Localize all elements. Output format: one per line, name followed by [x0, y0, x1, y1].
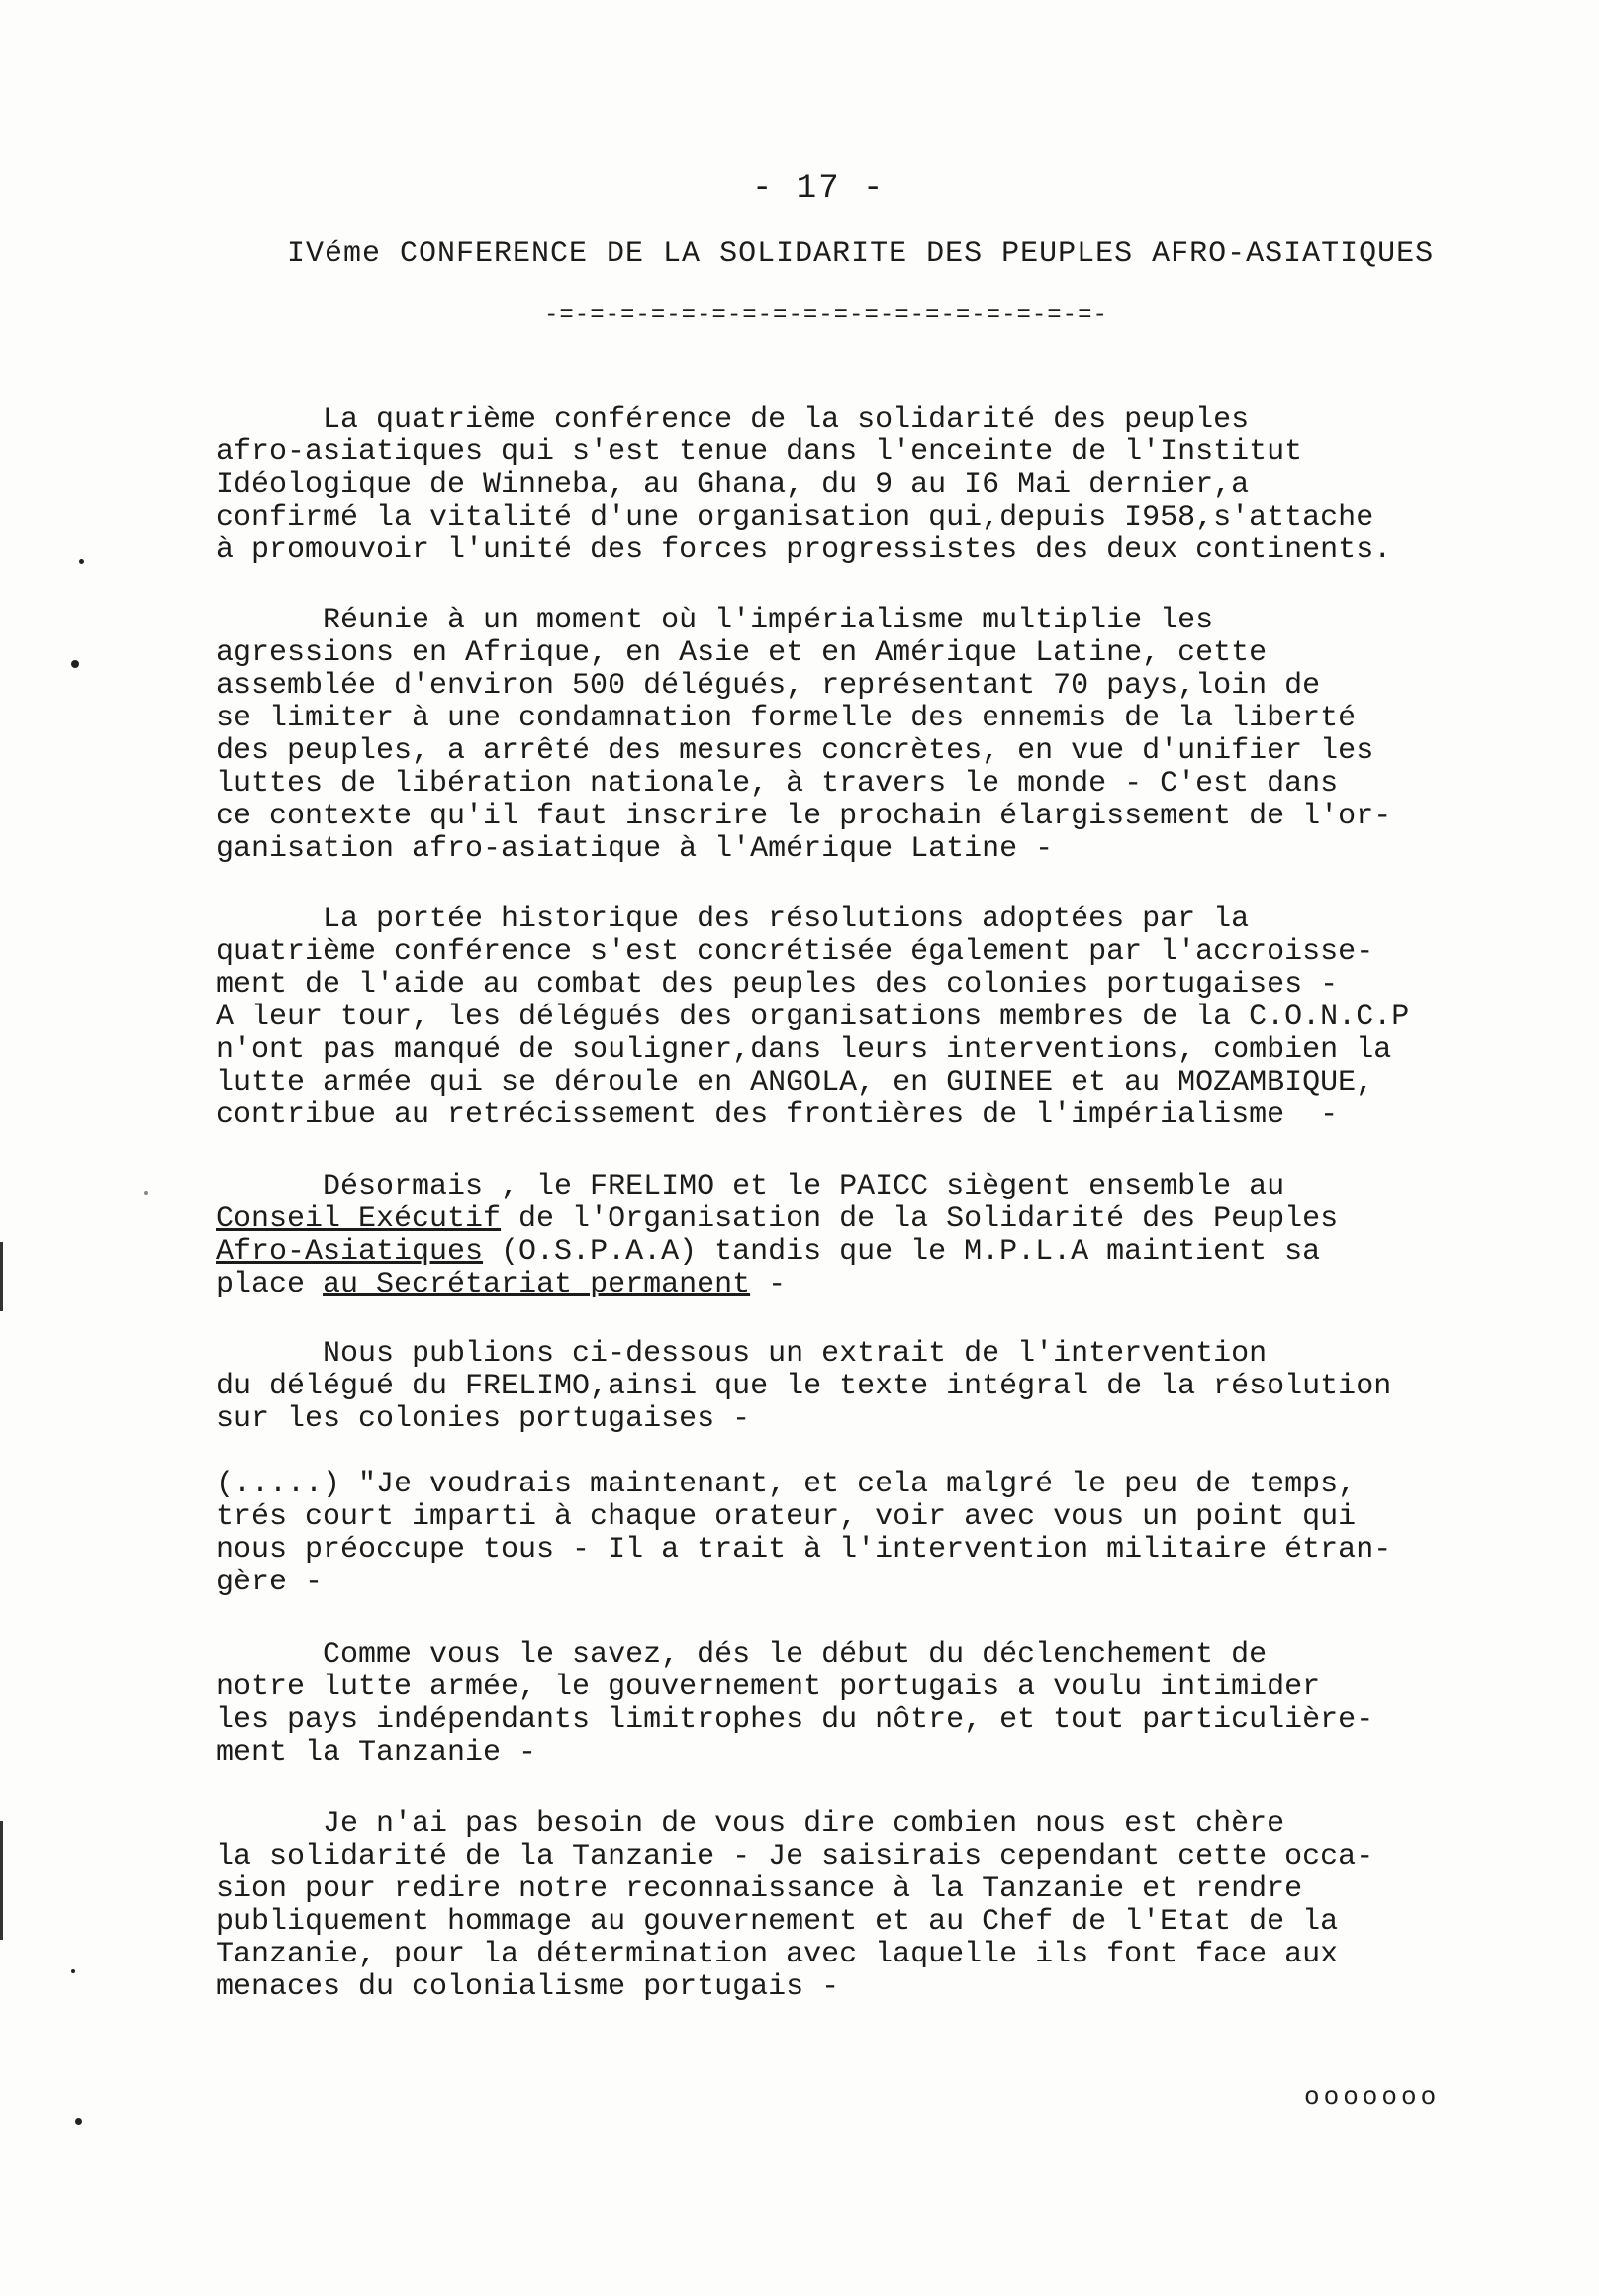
- paragraph-4-end: -: [750, 1268, 787, 1301]
- scan-speck: [144, 1191, 148, 1195]
- scan-edge-mark: [0, 1242, 3, 1311]
- scan-speck: [71, 1969, 75, 1973]
- paragraph-4-text-3: place: [216, 1268, 324, 1301]
- conseil-executif-text: Conseil Exécutif: [216, 1202, 502, 1236]
- paragraph-1: La quatrième conférence de la solidarité des peuples afro-asiatiques qui s'est tenue dans l'enceinte de l'Institut Idéologique de Winneba, au Ghana, du 9 au I6 Mai dernier,a confirmé la vitalité d'une organisation qui,depuis I958,s'attache à promouvoir l'unité des forces progressistes des deux continents.: [216, 403, 1392, 567]
- paragraph-4-intro: Désormais , le FRELIMO et le PAICC siègent ensemble au: [216, 1170, 1285, 1203]
- scan-speck: [75, 2118, 82, 2125]
- page-number: - 17 -: [752, 170, 886, 208]
- paragraph-8: Je n'ai pas besoin de vous dire combien nous est chère la solidarité de la Tanzanie - Je saisirais cependant cette occa- sion pour redire notre reconnaissance à la Tanzanie et rendre publiquement hommage au gouvernement et au Chef de l'Etat de la Tanzanie, pour la détermination avec laquelle ils font face aux menaces du colonialisme portugais -: [216, 1807, 1374, 2004]
- paragraph-4: [216, 1171, 1338, 1301]
- paragraph-5: Nous publions ci-dessous un extrait de l'intervention du délégué du FRELIMO,ainsi que le texte intégral de la résolution sur les colonies portugaises -: [216, 1337, 1392, 1436]
- title-divider: -=-=-=-=-=-=-=-=-=-=-=-=-=-=-=-=-=-=-: [544, 302, 1108, 329]
- paragraph-4-text-2: (O.S.P.A.A) tandis que le M.P.L.A maintient sa: [483, 1235, 1321, 1269]
- afro-asiatiques-text: Afro-Asiatiques: [216, 1235, 484, 1269]
- document-title: IVéme CONFERENCE DE LA SOLIDARITE DES PEUPLES AFRO-ASIATIQUES: [287, 238, 1435, 271]
- paragraph-3: La portée historique des résolutions adoptées par la quatrième conférence s'est concrétisée également par l'accroisse- ment de l'aide au combat des peuples des colonies portugaises - A leur tour, les délégués des organisations membres de la C.O.N.C.P n'ont pas manqué de souligner,dans leurs interventions, combien la lutte armée qui se déroule en ANGOLA, en GUINEE et au MOZAMBIQUE, contribue au retrécissement des frontières de l'impérialisme -: [216, 903, 1410, 1132]
- scan-edge-mark: [0, 1821, 3, 1940]
- scan-speck: [79, 559, 84, 564]
- scan-speck: [71, 660, 79, 668]
- paragraph-7: Comme vous le savez, dés le début du déclenchement de notre lutte armée, le gouvernement portugais a voulu intimider les pays indépendants limitrophes du nôtre, et tout particulière- ment la Tanzanie -: [216, 1638, 1374, 1770]
- paragraph-2: Réunie à un moment où l'impérialisme multiplie les agressions en Afrique, en Asie et en Amérique Latine, cette assemblée d'environ 500 délégués, représentant 70 pays,loin de se limiter à une condamnation formelle des ennemis de la liberté des peuples, a arrêté des mesures concrètes, en vue d'unifier les luttes de libération nationale, à travers le monde - C'est dans ce contexte qu'il faut inscrire le prochain élargissement de l'or- ganisation afro-asiatique à l'Amérique Latine -: [216, 604, 1392, 866]
- paragraph-4-text-1: de l'Organisation de la Solidarité des Peuples: [501, 1202, 1339, 1236]
- secretariat-permanent-text: au Secrétariat permanent: [323, 1268, 751, 1301]
- continuation-dots: ooooooo: [1304, 2082, 1441, 2112]
- paragraph-6: (.....) "Je voudrais maintenant, et cela malgré le peu de temps, trés court imparti à chaque orateur, voir avec vous un point qui nous préoccupe tous - Il a trait à l'intervention militaire étran- gère -: [216, 1468, 1392, 1599]
